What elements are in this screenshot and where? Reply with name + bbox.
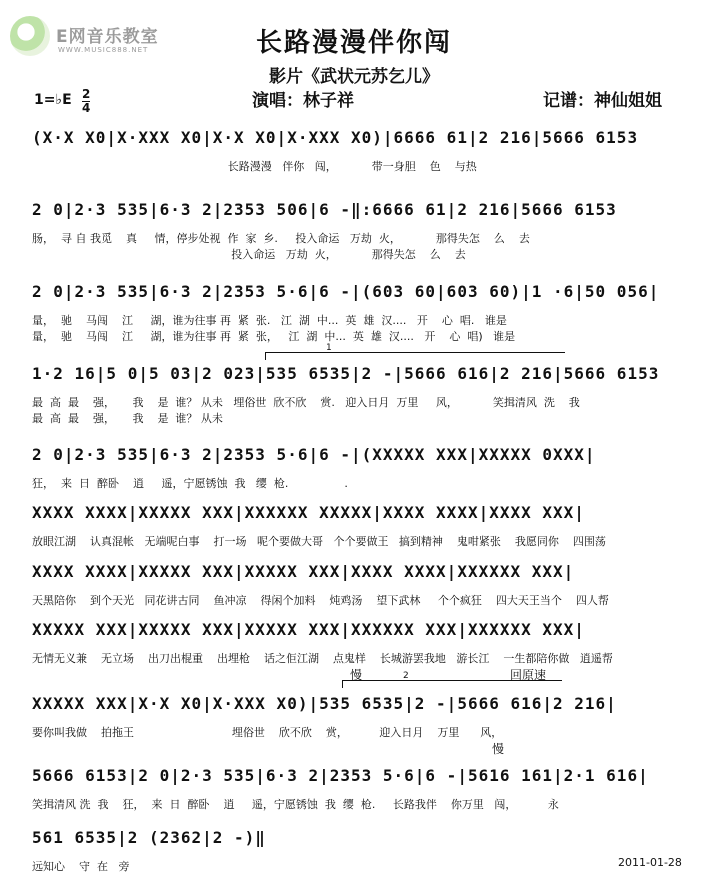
lyric-line: 无情无义兼 无立场 出刀出棍重 出埋枪 话之佢江湖 点鬼样 长城游罢我地 游长江 一生都陪你做 逍遥帮 [32,652,613,665]
logo-text: E网音乐教室 [56,27,159,47]
lyric-line: 投入命运 万劫 火， 那得失怎 么 去 [32,248,466,261]
lyric-line: 放眼江湖 认真混帐 无端呢白事 打一场 呢个要做大哥 个个要做王 搞到精神 鬼咁紧张 我愿同你 四围荡 [32,535,606,548]
recorder-credit: 记谱：神仙姐姐 [543,91,662,111]
tempo-slow-mark-1: 慢 [350,668,363,682]
lyric-line: 量， 驰 马闯 江 湖，谁为往事 再 紧 张. 江 湖 中... 英 雄 汉.... 开 心 唱. 谁是 [32,314,507,327]
tempo-slow-mark-2: 慢 [492,742,505,756]
lyric-line: 狂， 来 日 醉卧 逍 遥，宁愿锈蚀 我 缨 枪. . [32,477,422,490]
notation-line: 2 0|2·3 535|6·3 2|2353 5·6|6 -|(603 60|603 60)|1 ·6|50 056| [32,282,660,301]
song-title: 长路漫漫伴你闯 [255,28,452,58]
lyric-line: 笑揖清风 洗 我 狂， 来 日 醉卧 逍 遥，宁愿锈蚀 我 缨 枪. 长路我伴 你万里 闯， 永 [32,798,559,811]
notation-line: 2 0|2·3 535|6·3 2|2353 506|6 -‖:6666 61|2 216|5666 6153 [32,200,617,219]
notation-line: XXXX XXXX|XXXXX XXX|XXXXX XXX|XXXX XXXX|XXXXXX XXX| [32,562,575,581]
notation-line: 5666 6153|2 0|2·3 535|6·3 2|2353 5·6|6 -|5616 161|2·1 616| [32,766,649,785]
lyric-line: 最 高 最 强， 我 是 谁？ 从未 [32,412,223,425]
volta-label-2: 2 [403,671,409,681]
volta-label-1: 1 [326,343,332,353]
lyric-line: 远知心 守 在 旁 [32,860,130,873]
notation-line: XXXXX XXX|X·X X0|X·XXX X0)|535 6535|2 -|5666 616|2 216| [32,694,617,713]
meter-bottom: 4 [82,101,91,115]
time-signature [82,88,90,115]
notation-line: XXXXX XXX|XXXXX XXX|XXXXX XXX|XXXXXX XXX|XXXXXX XXX| [32,620,585,639]
lyric-line: 天黑陪你 到个天光 同花讲古同 鱼冲凉 得闲个加料 炖鸡汤 望下武林 个个疯狂 四大天王当个 四人帮 [32,594,609,607]
lyric-line: 长路漫漫 伴你 闯， 带一身胆 色 与热 [32,160,477,173]
notation-line: 1·2 16|5 0|5 03|2 023|535 6535|2 -|5666 616|2 216|5666 6153 [32,364,660,383]
date-stamp: 2011-01-28 [618,856,682,869]
lyric-line: 要你叫我做 拍拖王 埋俗世 欣不欣 赏， 迎入日月 万里 风， [32,726,503,739]
notation-line: XXXX XXXX|XXXXX XXX|XXXXXX XXXXX|XXXX XXXX|XXXX XXX| [32,503,585,522]
key-signature: 1=♭E [34,92,72,108]
lyric-line: 最 高 最 强， 我 是 谁？ 从未 埋俗世 欣不欣 赏. 迎入日月 万里 风， 笑揖清风 洗 我 [32,396,580,409]
singer-credit: 演唱：林子祥 [252,91,354,111]
notation-line: 2 0|2·3 535|6·3 2|2353 5·6|6 -|(XXXXX XXX|XXXXX 0XXX| [32,445,596,464]
tempo-return-mark: 回原速 [510,668,547,682]
volta-bracket-1 [265,343,565,360]
song-subtitle: 影片《武状元苏乞儿》 [269,67,439,87]
notation-line: 561 6535|2 (2362|2 -)‖ [32,828,266,847]
lyric-line: 量， 驰 马闯 江 湖，谁为往事 再 紧 张， 江 湖 中... 英 雄 汉.... 开 心 唱) 谁是 [32,330,516,343]
logo-url: WWW.MUSIC888.NET [58,46,149,54]
notation-line: (X·X X0|X·XXX X0|X·X X0|X·XXX X0)|6666 61|2 216|5666 6153 [32,128,639,147]
meter-top: 2 [82,87,91,101]
lyric-line: 肠， 寻 自 我觅 真 情，停步处视 作 家 乡. 投入命运 万劫 火， 那得失怎 么 去 [32,232,530,245]
